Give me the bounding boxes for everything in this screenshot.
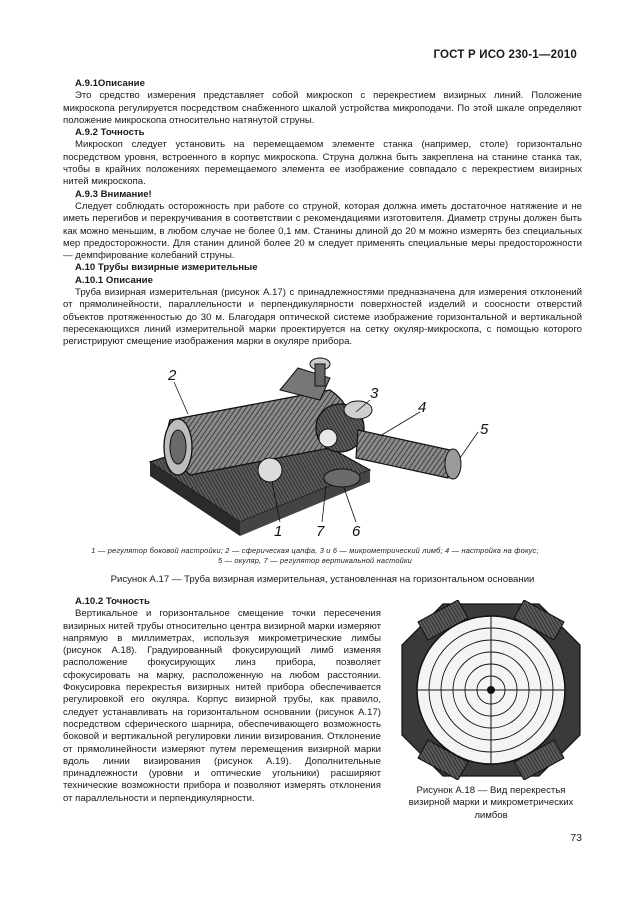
figure-a17-legend-line1: 1 — регулятор боковой настройки; 2 — сферическая цапфа, 3 и 6 — микрометрический лимб; 4 — настройка на фокус; [91, 546, 539, 555]
document-header: ГОСТ Р ИСО 230-1—2010 [433, 49, 577, 61]
heading-a102: А.10.2 Точность [75, 596, 150, 607]
paragraph-a92: Микроскоп следует установить на перемещаемом элементе станка (например, столе) горизонтально посредством уровня, встроенного в корпус микроскопа. Струна должна быть закреплена на станине станка так, чтобы в крайних положениях перемещаемого элемента ее изображение совпадало с перекрестием визирных нитей микроскопа. [63, 139, 582, 188]
paragraph-a102: Вертикальное и горизонтальное смещение точки пересечения визирных нитей трубы относительно центра визирной марки измеряют напрямую в миллиметрах, используя микрометрические лимбы (рисунок А.18). Градуированный фокусирующий лимб изменяя расположение фокусирующих линз прибора, позволяет сфокусировать на марку, расположенную на любом расстоянии. Фокусировка перекрестья визирных нитей прибора обеспечивается регулировкой его окуляра. Корпус визирной трубы, как правило, следует устанавливать на горизонтальном основании (рисунок А.17) посредством сферического шарнира, обеспечивающего возможность боковой и вертикальной регулировки линии визирования. Отклонение от прямолинейности измеряют путем перемещения визирной марки вдоль линии визирования (рисунок А.19). Дополнительные принадлежности (уровни и оптические угольники) расширяют технические возможности прибора и позволяют измерять отклонения от параллельности и перпендикулярности. [63, 608, 381, 804]
figure-a17-illustration [130, 350, 510, 542]
heading-a92: А.9.2 Точность [75, 127, 145, 139]
figure-a18-caption: Рисунок А.18 — Вид перекрестья визирной марки и микрометрических лимбов [408, 785, 574, 821]
figure-a17-label-4: 4 [418, 399, 427, 416]
heading-a101: А.10.1 Описание [75, 274, 153, 286]
figure-a17-label-5: 5 [480, 421, 489, 438]
figure-a18-illustration [398, 600, 584, 780]
figure-a17-label-2: 2 [168, 367, 177, 384]
section-a102 [63, 596, 381, 805]
figure-a17-legend-line2: 5 — окуляр, 7 — регулятор вертикальной настойки [218, 556, 412, 565]
figure-a17-label-3: 3 [370, 385, 379, 402]
paragraph-a93: Следует соблюдать осторожность при работе со струной, которая должна иметь достаточное натяжение и не иметь перегибов и перекручивания в соответствии с рекомендациями изготовителя. Диаметр струны должен быть как можно меньшим, в любом случае не более 0,1 мм. Станины длиной до 20 м можно измерять без специальных мер предосторожности. Для станин длиной более 20 м следует применять специальные меры предосторожности — демпфирование колебаний струны. [63, 200, 582, 262]
figure-a17-label-7: 7 [316, 523, 325, 540]
paragraph-a91: Это средство измерения представляет собой микроскоп с перекрестием визирных линий. Положение микроскопа регулируется посредством снабженного шкалой устройства микроподачи. По этой шкале определяют положение микроскопа относительно натянутой струны. [63, 90, 582, 126]
heading-a91: А.9.1Описание [75, 78, 145, 89]
paragraph-a101: Труба визирная измерительная (рисунок А.17) с принадлежностями предназначена для измерения отклонений от прямолинейности, параллельности и перпендикулярности поверхностей изделий и соосности отверстий объектов протяженностью до 30 м. Благодаря оптической системе изображение горизонтальной и вертикальной пересекающихся линий измерительной марки проектируется на сетку окуляр-микроскопа, с помощью которого регистрируют смещение изображения марки в окуляре прибора. [63, 287, 582, 348]
figure-a17-caption: Рисунок А.17 — Труба визирная измерительная, установленная на горизонтальном основании [110, 574, 535, 585]
page-number: 73 [570, 832, 582, 844]
heading-a93: А.9.3 Внимание! [75, 188, 152, 200]
figure-a17-label-1: 1 [274, 523, 283, 540]
heading-a10: А.10 Трубы визирные измерительные [75, 262, 258, 274]
figure-a17-legend [48, 546, 582, 566]
figure-a17-label-6: 6 [352, 523, 361, 540]
sections-block [63, 78, 582, 349]
